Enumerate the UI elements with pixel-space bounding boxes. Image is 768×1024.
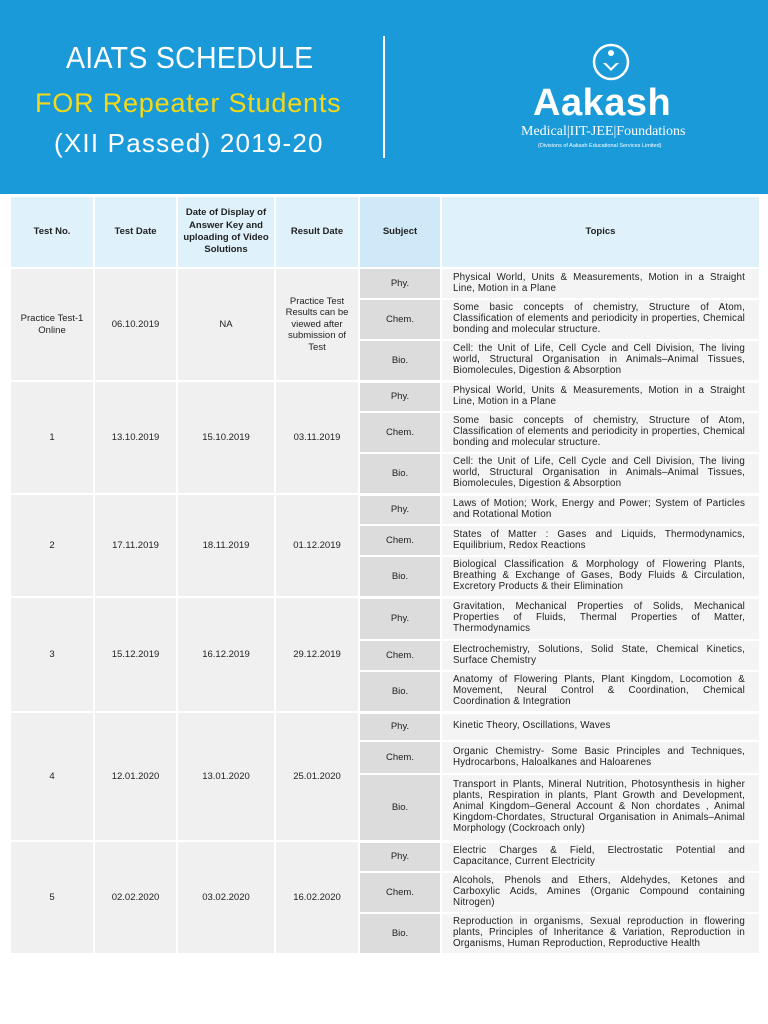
header-banner <box>0 0 768 194</box>
schedule-subtitle: FOR Repeater Students <box>35 88 342 118</box>
result-date-cell: 16.02.2020 <box>275 841 359 954</box>
subject-cell: Bio. <box>359 453 441 494</box>
topics-cell: States of Matter : Gases and Liquids, Thermodynamics, Equilibrium, Redox Reactions <box>441 525 760 556</box>
header-result-date: Result Date <box>275 196 359 268</box>
logo-name: Aakash <box>533 82 672 124</box>
subject-cell: Bio. <box>359 556 441 597</box>
topics-cell: Organic Chemistry- Some Basic Principles and Techniques, Hydrocarbons, Haloalkanes and Haloarenes <box>441 741 760 774</box>
subject-cell: Bio. <box>359 340 441 381</box>
display-date-cell: NA <box>177 268 275 381</box>
subject-cell: Bio. <box>359 671 441 712</box>
subject-cell: Phy. <box>359 712 441 741</box>
topics-cell: Laws of Motion; Work, Energy and Power; System of Particles and Rotational Motion <box>441 494 760 525</box>
logo-tagline: Medical|IIT-JEE|Foundations <box>521 124 686 139</box>
test-date-cell: 02.02.2020 <box>94 841 177 954</box>
table-row <box>10 381 760 412</box>
topics-cell: Cell: the Unit of Life, Cell Cycle and Cell Division, The living world, Structural Organisation in Animals–Animal Tissues, Biomolecules, Digestion & Absorption <box>441 340 760 381</box>
subject-cell: Chem. <box>359 741 441 774</box>
logo-subline: (Divisions of Aakash Educational Services Limited) <box>538 143 662 149</box>
subject-cell: Phy. <box>359 597 441 640</box>
display-date-cell: 13.01.2020 <box>177 712 275 841</box>
table-row <box>10 268 760 299</box>
header-display-date: Date of Display of Answer Key and uploading of Video Solutions <box>177 196 275 268</box>
header-divider <box>383 36 385 158</box>
aakash-logo-icon <box>591 42 631 82</box>
result-date-cell: 25.01.2020 <box>275 712 359 841</box>
test-no-cell: 2 <box>10 494 94 597</box>
header-test-date: Test Date <box>94 196 177 268</box>
test-date-cell: 17.11.2019 <box>94 494 177 597</box>
topics-cell: Kinetic Theory, Oscillations, Waves <box>441 712 760 741</box>
topics-cell: Anatomy of Flowering Plants, Plant Kingdom, Locomotion & Movement, Neural Control & Coordination, Chemical Coordination & Integration <box>441 671 760 712</box>
schedule-title: AIATS SCHEDULE <box>66 40 314 75</box>
test-no-cell: Practice Test-1 Online <box>10 268 94 381</box>
topics-cell: Physical World, Units & Measurements, Motion in a Straight Line, Motion in a Plane <box>441 381 760 412</box>
subject-cell: Chem. <box>359 412 441 453</box>
result-date-cell: Practice Test Results can be viewed after submission of Test <box>275 268 359 381</box>
table-header-row <box>10 196 760 268</box>
schedule-table <box>9 195 761 955</box>
display-date-cell: 15.10.2019 <box>177 381 275 494</box>
table-row <box>10 597 760 640</box>
subject-cell: Chem. <box>359 299 441 340</box>
topics-cell: Alcohols, Phenols and Ethers, Aldehydes, Ketones and Carboxylic Acids, Amines (Organic Compound containing Nitrogen) <box>441 872 760 913</box>
table-row <box>10 494 760 525</box>
result-date-cell: 01.12.2019 <box>275 494 359 597</box>
test-no-cell: 3 <box>10 597 94 712</box>
test-date-cell: 15.12.2019 <box>94 597 177 712</box>
topics-cell: Transport in Plants, Mineral Nutrition, Photosynthesis in higher plants, Respiration in plants, Plant Growth and Development, Animal Kingdom–General Account & Non chordates , Animal Kingdom-Chordates, Structural Organisation in Animals–Animal Morphology (Cockroach only) <box>441 774 760 841</box>
header-subject: Subject <box>359 196 441 268</box>
test-no-cell: 1 <box>10 381 94 494</box>
subject-cell: Chem. <box>359 640 441 671</box>
test-date-cell: 06.10.2019 <box>94 268 177 381</box>
subject-cell: Phy. <box>359 494 441 525</box>
schedule-year: (XII Passed) 2019-20 <box>54 128 324 158</box>
display-date-cell: 16.12.2019 <box>177 597 275 712</box>
topics-cell: Gravitation, Mechanical Properties of Solids, Mechanical Properties of Fluids, Thermal Properties of Matter, Thermodynamics <box>441 597 760 640</box>
subject-cell: Phy. <box>359 841 441 872</box>
test-no-cell: 4 <box>10 712 94 841</box>
result-date-cell: 03.11.2019 <box>275 381 359 494</box>
subject-cell: Chem. <box>359 872 441 913</box>
subject-cell: Bio. <box>359 774 441 841</box>
topics-cell: Electrochemistry, Solutions, Solid State, Chemical Kinetics, Surface Chemistry <box>441 640 760 671</box>
topics-cell: Electric Charges & Field, Electrostatic Potential and Capacitance, Current Electricity <box>441 841 760 872</box>
topics-cell: Biological Classification & Morphology of Flowering Plants, Breathing & Exchange of Gases, Body Fluids & Circulation, Excretory Products & their Elimination <box>441 556 760 597</box>
topics-cell: Some basic concepts of chemistry, Structure of Atom, Classification of elements and periodicity in properties, Chemical bonding and molecular structure. <box>441 299 760 340</box>
subject-cell: Phy. <box>359 268 441 299</box>
display-date-cell: 18.11.2019 <box>177 494 275 597</box>
test-no-cell: 5 <box>10 841 94 954</box>
test-date-cell: 12.01.2020 <box>94 712 177 841</box>
header-test-no: Test No. <box>10 196 94 268</box>
topics-cell: Cell: the Unit of Life, Cell Cycle and Cell Division, The living world, Structural Organisation in Animals–Animal Tissues, Biomolecules, Digestion & Absorption <box>441 453 760 494</box>
topics-cell: Reproduction in organisms, Sexual reproduction in flowering plants, Principles of Inheritance & Variation, Reproduction in Organisms, Human Reproduction, Reproductive Health <box>441 913 760 954</box>
table-row <box>10 841 760 872</box>
result-date-cell: 29.12.2019 <box>275 597 359 712</box>
subject-cell: Bio. <box>359 913 441 954</box>
subject-cell: Chem. <box>359 525 441 556</box>
table-row <box>10 712 760 741</box>
test-date-cell: 13.10.2019 <box>94 381 177 494</box>
display-date-cell: 03.02.2020 <box>177 841 275 954</box>
subject-cell: Phy. <box>359 381 441 412</box>
topics-cell: Physical World, Units & Measurements, Motion in a Straight Line, Motion in a Plane <box>441 268 760 299</box>
header-topics: Topics <box>441 196 760 268</box>
topics-cell: Some basic concepts of chemistry, Structure of Atom, Classification of elements and periodicity in properties, Chemical bonding and molecular structure. <box>441 412 760 453</box>
